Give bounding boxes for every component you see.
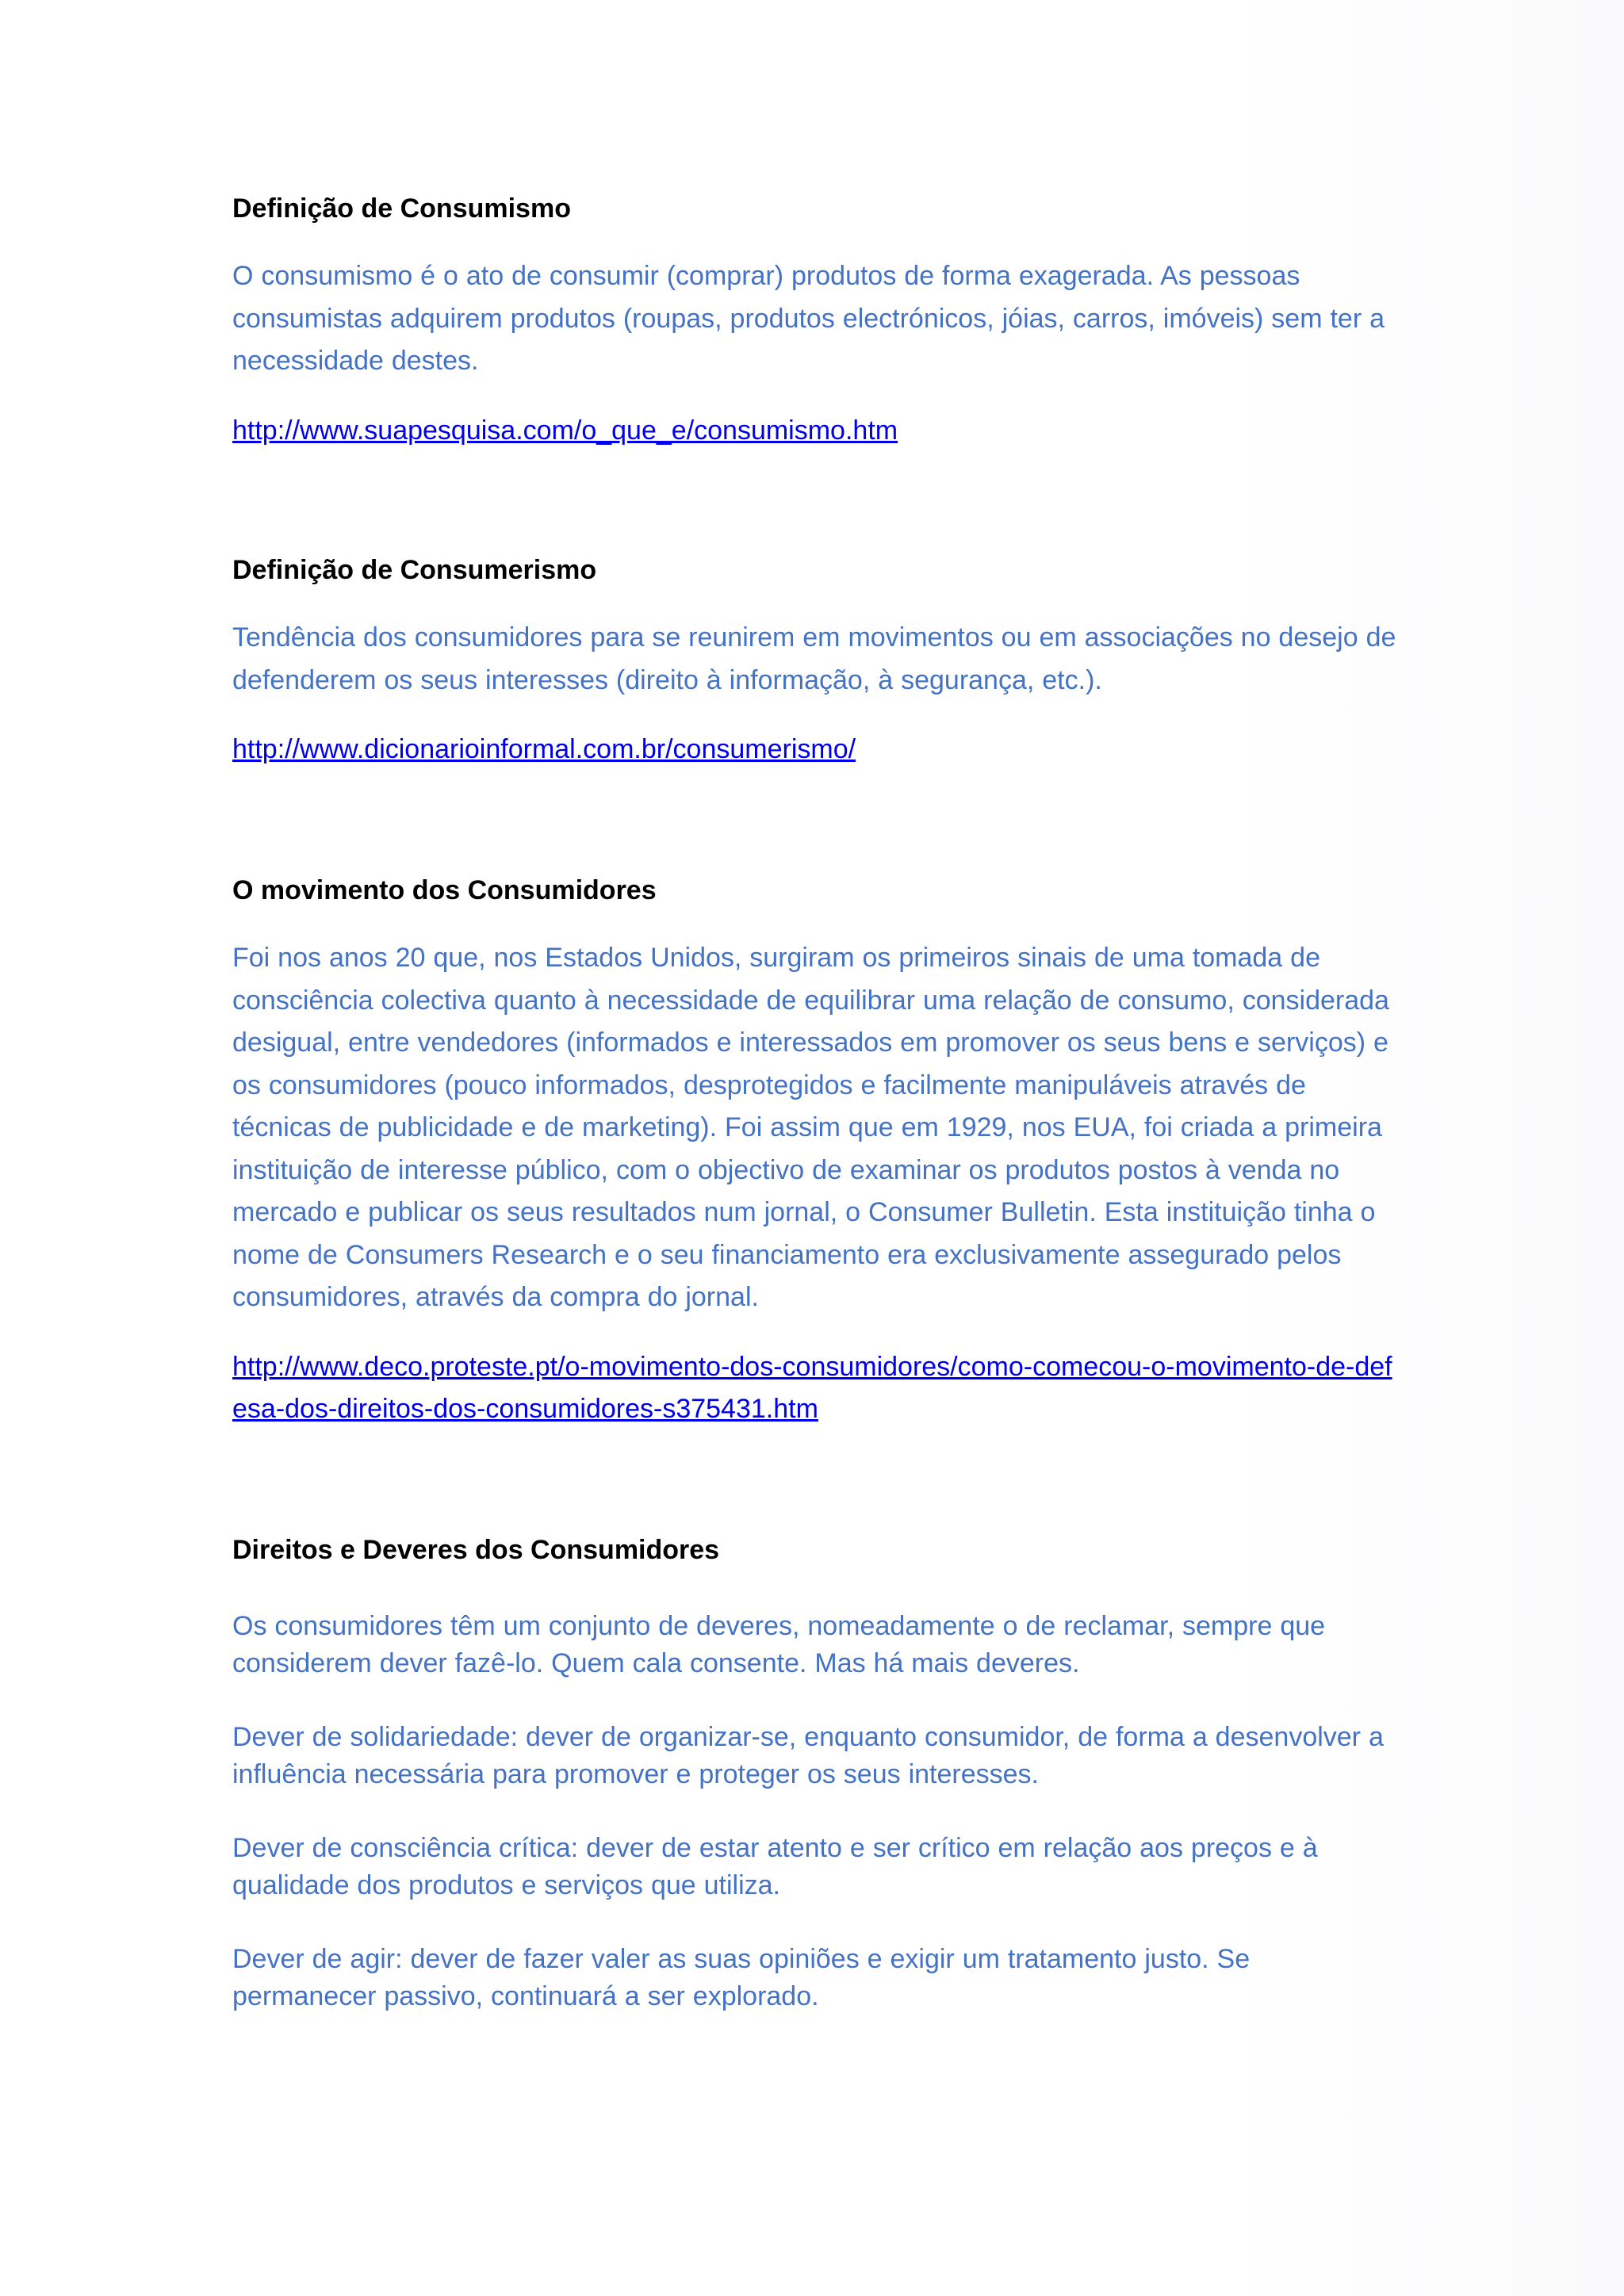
source-link[interactable]: http://www.dicionarioinformal.com.br/consumerismo/ — [232, 734, 856, 764]
section-consumismo — [232, 187, 1398, 452]
section-direitos-deveres — [232, 1529, 1398, 2015]
source-link[interactable]: http://www.deco.proteste.pt/o-movimento-dos-consumidores/como-comecou-o-movimento-de-defesa-dos-direitos-dos-consumidores-s375431.htm — [232, 1351, 1392, 1424]
section-paragraph: Dever de agir: dever de fazer valer as suas opiniões e exigir um tratamento justo. Se permanecer passivo, continuará a ser explorado. — [232, 1944, 1251, 2011]
section-paragraph: O consumismo é o ato de consumir (comprar) produtos de forma exagerada. As pessoas consumistas adquirem produtos (roupas, produtos electrónicos, jóias, carros, imóveis) sem ter a necessidade destes. — [232, 261, 1385, 376]
section-heading: Definição de Consumerismo — [232, 555, 597, 585]
section-paragraph: Dever de consciência crítica: dever de estar atento e ser crítico em relação aos preços e à qualidade dos produtos e serviços que utiliza. — [232, 1833, 1318, 1900]
section-paragraph: Foi nos anos 20 que, nos Estados Unidos, surgiram os primeiros sinais de uma tomada de consciência colectiva quanto à necessidade de equilibrar uma relação de consumo, considerada desigual, entre vendedores (informados e interessados em promover os seus bens e serviços) e os consumidores (pouco informados, desprotegidos e facilmente manipuláveis através de técnicas de publicidade e de marketing). Foi assim que em 1929, nos EUA, foi criada a primeira instituição de interesse público, com o objectivo de examinar os produtos postos à venda no mercado e publicar os seus resultados num jornal, o Consumer Bulletin. Esta instituição tinha o nome de Consumers Research e o seu financiamento era exclusivamente assegurado pelos consumidores, através da compra do jornal. — [232, 943, 1389, 1312]
section-paragraph: Os consumidores têm um conjunto de deveres, nomeadamente o de reclamar, sempre que considerem dever fazê-lo. Quem cala consente. Mas há mais deveres. — [232, 1611, 1326, 1678]
source-link[interactable]: http://www.suapesquisa.com/o_que_e/consumismo.htm — [232, 415, 898, 446]
section-paragraph: Dever de solidariedade: dever de organizar-se, enquanto consumidor, de forma a desenvolver a influência necessária para promover e proteger os seus interesses. — [232, 1722, 1384, 1789]
section-heading: Direitos e Deveres dos Consumidores — [232, 1535, 720, 1565]
section-movimento — [232, 869, 1398, 1431]
section-consumerismo — [232, 549, 1398, 771]
section-heading: O movimento dos Consumidores — [232, 875, 657, 905]
section-heading: Definição de Consumismo — [232, 193, 571, 224]
section-paragraph: Tendência dos consumidores para se reunirem em movimentos ou em associações no desejo de defenderem os seus interesses (direito à informação, à segurança, etc.). — [232, 622, 1396, 695]
